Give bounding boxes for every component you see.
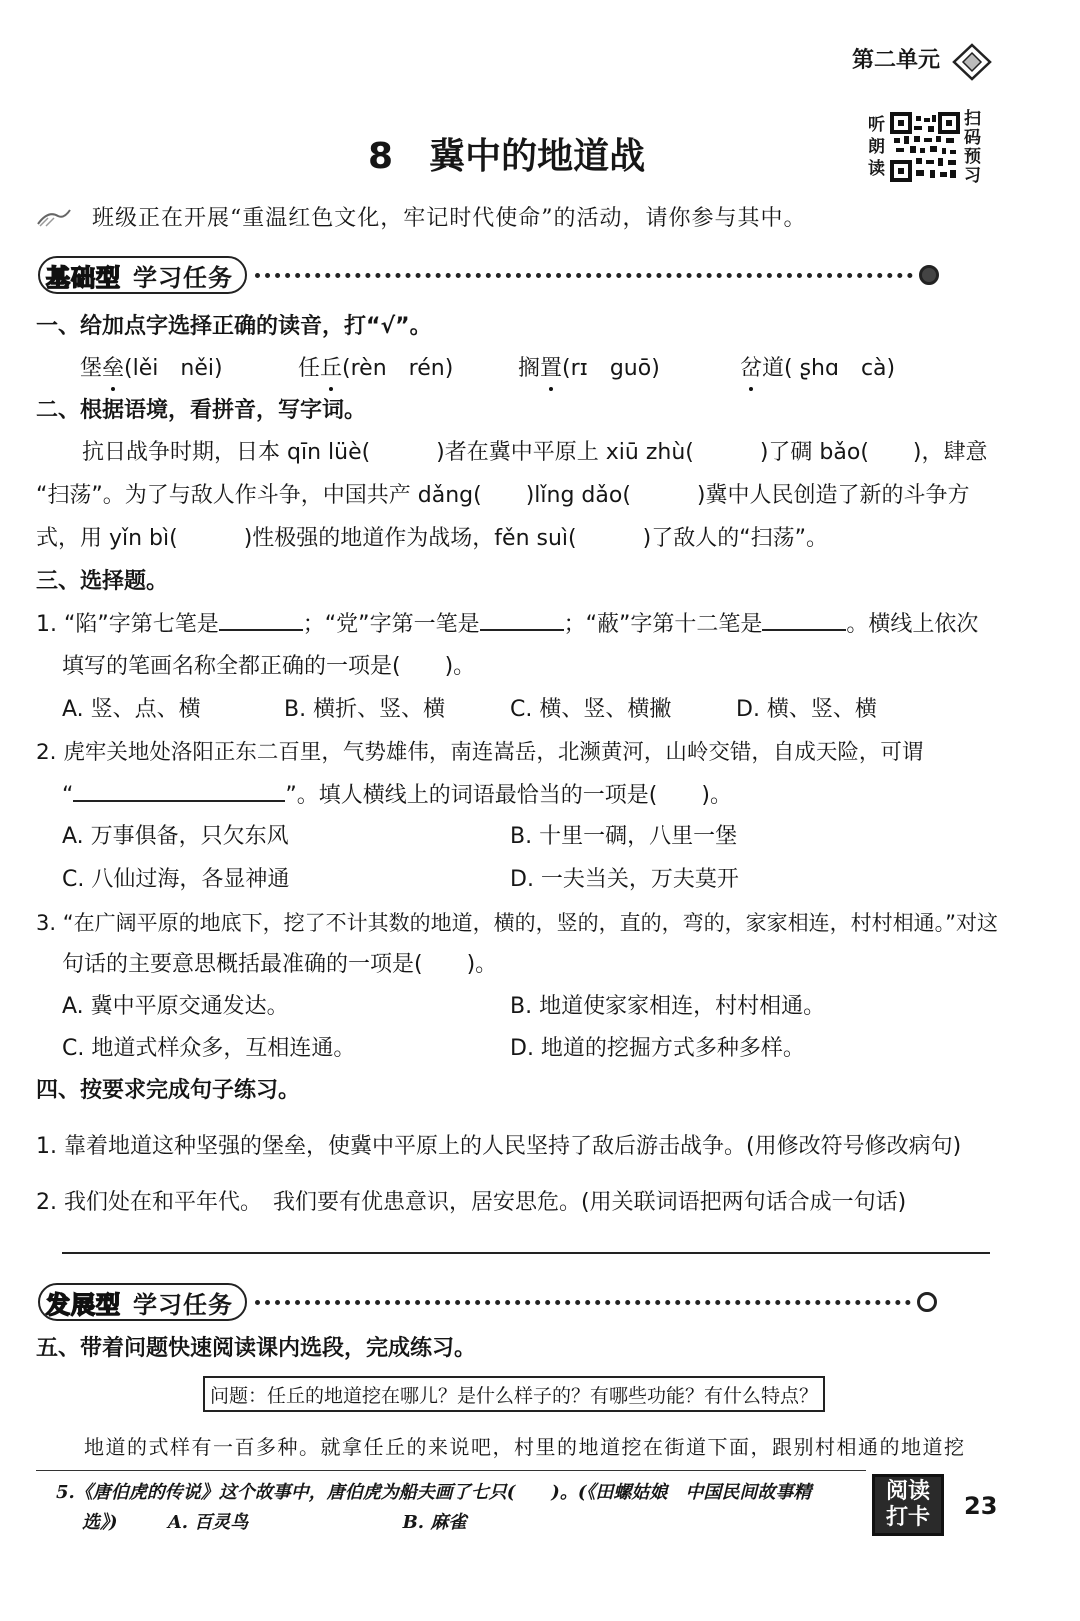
q1-item-4 [740,354,895,384]
q3-s2-line2 [62,780,732,811]
footer-line-2 [82,1508,466,1538]
section-task: 学习任务 [133,1290,233,1319]
footer-divider [36,1470,866,1471]
blank-line[interactable] [480,609,564,631]
q5-title: 五、带着问题快速阅读课内选段，完成练习。 [36,1336,477,1361]
q3-s1-text-d: 。横线上依次 [846,612,979,637]
blank-line[interactable] [762,609,846,631]
footer-option-a[interactable]: A. 百灵鸟 [167,1512,249,1533]
q3-s1-line1 [36,609,978,640]
dotted-divider [255,273,913,278]
q3-s1-option-a[interactable]: A. 竖、点、横 [62,697,201,722]
q3-s3-option-a[interactable]: A. 冀中平原交通发达。 [62,994,289,1019]
q3-s3-line1: 3. “在广阔平原的地底下，挖了不计其数的地道，横的，竖的，直的，弯的，家家相连，村村相通。”对这 [36,911,998,935]
q3-s2-text: ”。填人横线上的词语最恰当的一项是( )。 [285,783,732,808]
q2-title: 二、根据语境，看拼音，写字词。 [36,398,367,423]
q3-s1-text-c: ；“蔽”字第十二笔是 [563,612,763,637]
q4-title: 四、按要求完成句子练习。 [36,1078,301,1103]
question-box [203,1376,825,1412]
q3-s2-option-b[interactable]: B. 十里一碉，八里一堡 [510,824,738,849]
section-type: 基础型 [46,263,121,292]
q3-s1-text-a: 1. “陷”字第七笔是 [36,612,219,637]
section-badge [38,256,247,294]
q3-s2-line1: 2. 虎牢关地处洛阳正东二百里，气势雄伟，南连嵩岳，北濒黄河，山岭交错，自成天险，可谓 [36,740,924,765]
q3-title: 三、选择题。 [36,569,169,594]
q1-item-char: 搁 [518,356,541,381]
q1-item-char: 堡 [80,356,103,381]
q1-item-dotted-char: 垒 [102,354,124,384]
unit-label: 第二单元 [852,48,941,73]
answer-line[interactable] [62,1252,990,1254]
blank-line[interactable] [219,609,303,631]
q1-item-2 [298,354,453,384]
q3-s2-option-a[interactable]: A. 万事俱备，只欠东风 [62,824,289,849]
q2-line-2[interactable]: “扫荡”。为了与敌人作斗争，中国共产 dǎng( )lǐng dǎo( )冀中人民创造了新的斗争方 [36,483,970,508]
intro-text: 班级正在开展“重温红色文化，牢记时代使命”的活动，请你参与其中。 [92,206,807,231]
section-badge [38,1283,247,1321]
end-ball-icon [917,1292,937,1312]
qr-left-label: 听朗读 [868,115,885,179]
q1-item-dotted-char: 丘 [320,354,342,384]
section-task: 学习任务 [133,263,233,292]
page-number: 23 [964,1492,998,1520]
open-quote: “ [62,783,74,808]
q2-line-3[interactable]: 式，用 yǐn bì( )性极强的地道作为战场，fěn suì( )了敌人的“扫荡”。 [36,526,829,551]
q4-s1: 1. 靠着地道这种坚强的堡垒，使冀中平原上的人民坚持了敌后游击战争。(用修改符号修改病句) [36,1134,962,1159]
reading-checkin-badge[interactable] [872,1474,944,1536]
footer-line-1: 5.《唐伯虎的传说》这个故事中，唐伯虎为船夫画了七只( )。(《田螺姑娘 中国民间故事精 [56,1482,812,1503]
q3-s2-option-d[interactable]: D. 一夫当关，万夫莫开 [510,867,739,892]
end-ball-icon [919,265,939,285]
q3-s1-line2: 填写的笔画名称全都正确的一项是( )。 [62,654,476,679]
q1-item-dotted-char: 置 [540,354,562,384]
q3-s1-option-b[interactable]: B. 横折、竖、横 [284,697,446,722]
q1-item-options[interactable]: (rɪ guō) [562,356,660,381]
passage-text: 地道的式样有一百多种。就拿任丘的来说吧，村里的地道挖在街道下面，跟别村相通的地道挖 [84,1435,966,1459]
q3-s1-option-c[interactable]: C. 横、竖、横撇 [510,697,672,722]
reading-checkin-label: 阅读打卡 [885,1479,930,1530]
q1-item-options[interactable]: 道( ʂhɑ cà) [762,356,896,381]
question-box-text: 问题：任丘的地道挖在哪儿？是什么样子的？有哪些功能？有什么特点？ [209,1384,818,1407]
q1-item-dotted-char: 岔 [740,354,762,384]
q3-s1-text-b: ；“党”字第一笔是 [302,612,480,637]
q3-s2-option-c[interactable]: C. 八仙过海，各显神通 [62,867,290,892]
q3-s1-option-d[interactable]: D. 横、竖、横 [736,697,877,722]
q1-item-3 [518,354,660,384]
diamond-icon [950,42,996,86]
dotted-divider [255,1300,911,1305]
blank-line[interactable] [73,780,285,802]
q1-item-options[interactable]: (lěi něi) [124,356,223,381]
lesson-name: 冀中的地道战 [429,136,646,177]
section-develop-header [38,1282,937,1322]
q3-s3-line2: 句话的主要意思概括最准确的一项是( )。 [62,952,498,977]
q3-s3-option-c[interactable]: C. 地道式样众多，互相连通。 [62,1036,356,1061]
q3-s3-option-d[interactable]: D. 地道的挖掘方式多种多样。 [510,1036,805,1061]
q1-title: 一、给加点字选择正确的读音，打“√”。 [36,314,432,339]
q2-line-1[interactable]: 抗日战争时期，日本 qīn lüè( )者在冀中平原上 xiū zhù( )了碉 bǎo( )，肆意 [82,440,988,465]
lesson-title [368,128,645,179]
q1-item-options[interactable]: (rèn rén) [342,356,454,381]
section-basic-header [38,255,939,295]
qr-right-label: 扫码预习 [964,109,981,186]
q4-s2: 2. 我们处在和平年代。 我们要有优患意识，居安思危。(用关联词语把两句话合成一句话) [36,1190,907,1215]
q3-s3-option-b[interactable]: B. 地道使家家相连，村村相通。 [510,994,826,1019]
q1-item-char: 任 [298,356,321,381]
footer-source: 选》) [82,1512,118,1533]
pencil-icon [34,204,74,234]
footer-option-b[interactable]: B. 麻雀 [402,1512,467,1533]
lesson-number: 8 [368,136,394,177]
qr-code-icon[interactable] [890,112,960,186]
q1-item-1 [80,354,223,384]
section-type: 发展型 [46,1290,121,1319]
